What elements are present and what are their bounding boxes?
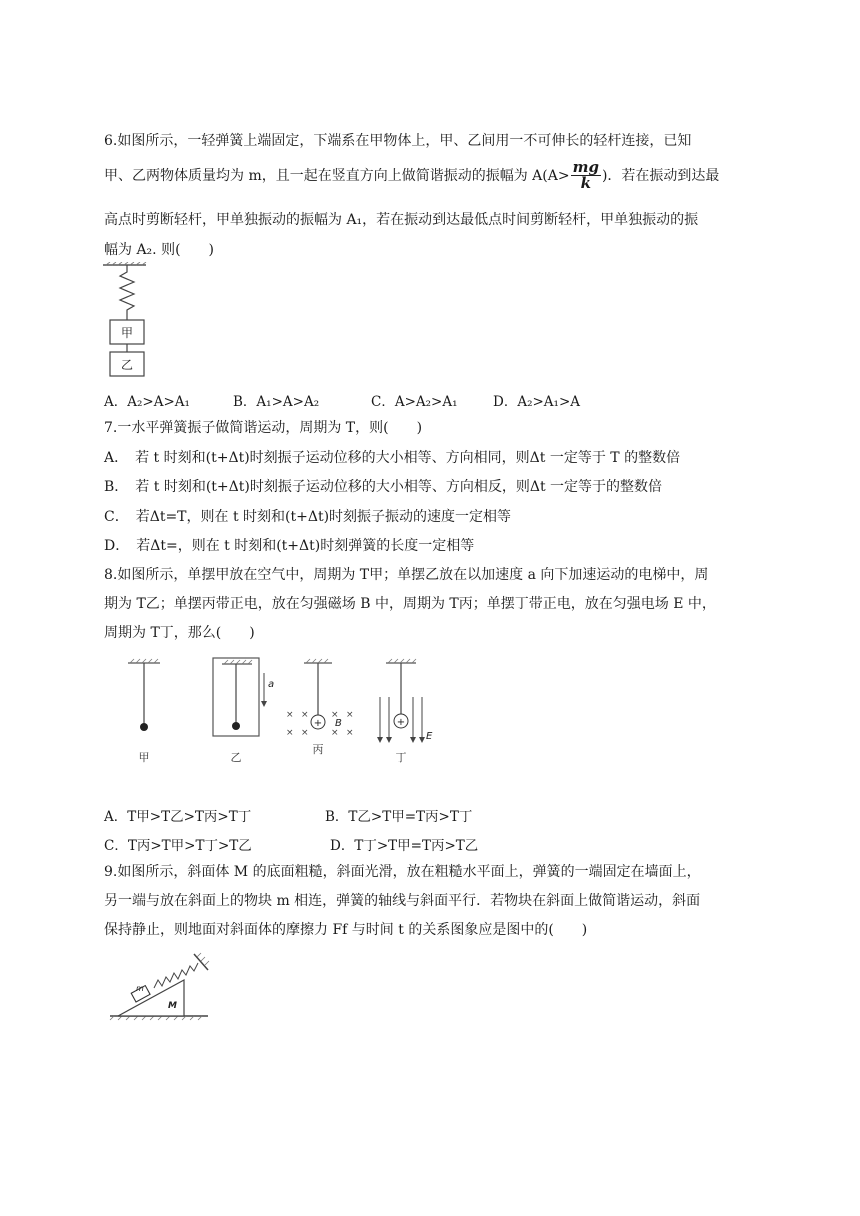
q8-option-c[interactable]: C．T丙>T甲>T丁>T乙 (104, 838, 252, 854)
q6-line-1: 6.如图所示，一轻弹簧上端固定，下端系在甲物体上，甲、乙间用一不可伸长的轻杆连接，已知 (104, 133, 692, 149)
svg-text:×: × (331, 728, 339, 738)
svg-text:+: + (313, 718, 323, 729)
q6-line-2a: 甲、乙两物体质量均为 m，且一起在竖直方向上做简谐振动的振幅为 A(A> (104, 167, 570, 184)
spring-icon (120, 265, 134, 320)
fraction-denominator: k (580, 174, 591, 192)
svg-text:+: + (396, 717, 406, 728)
q8-option-a[interactable]: A．T甲>T乙>T丙>T丁 (104, 809, 252, 825)
spring-blocks-figure (100, 262, 170, 380)
svg-text:×: × (301, 728, 309, 738)
q6-line-2b: )．若在振动到达最 (601, 167, 720, 184)
svg-text:×: × (286, 710, 294, 720)
q6-line-3: 高点时剪断轻杆，甲单独振动的振幅为 A₁，若在振动到达最低点时间剪断轻杆，甲单独振动的振 (104, 212, 699, 228)
q6-line-4: 幅为 A₂. 则( ) (104, 242, 214, 258)
q8-line-1: 8.如图所示，单摆甲放在空气中，周期为 T甲；单摆乙放在以加速度 a 向下加速运动的电梯中，周 (104, 567, 709, 583)
q9-line-3: 保持静止，则地面对斜面体的摩擦力 Ff 与时间 t 的关系图象应是图中的( ) (104, 922, 588, 938)
q8-option-b[interactable]: B．T乙>T甲=T丙>T丁 (325, 809, 473, 825)
incline-spring-figure (108, 950, 218, 1022)
label-B: B (335, 718, 342, 729)
q7-option-b[interactable]: B． 若 t 时刻和(t+Δt)时刻振子运动位移的大小相等、方向相反，则Δt 一定等于的整数倍 (104, 479, 663, 495)
q8-option-d[interactable]: D．T丁>T甲=T丙>T乙 (330, 838, 479, 854)
q7-stem: 7.一水平弹簧振子做简谐运动，周期为 T，则( ) (104, 420, 423, 436)
pendulum-jia (128, 659, 160, 731)
block-jia-label: 甲 (120, 326, 134, 340)
mg-over-k-fraction (571, 160, 601, 191)
pendulum-bing-magnetic (286, 659, 354, 738)
label-m: m (136, 984, 144, 993)
q7-option-d[interactable]: D． 若Δt=，则在 t 时刻和(t+Δt)时刻弹簧的长度一定相等 (104, 538, 475, 554)
q6-option-a[interactable]: A．A₂>A>A₁ (104, 394, 190, 410)
caption-jia: 甲 (138, 751, 150, 764)
q7-option-c[interactable]: C． 若Δt=T，则在 t 时刻和(t+Δt)时刻振子振动的速度一定相等 (104, 509, 512, 525)
caption-ding: 丁 (395, 751, 407, 764)
q9-line-1: 9.如图所示，斜面体 M 的底面粗糙，斜面光滑，放在粗糙水平面上，弹簧的一端固定在墙面上， (104, 864, 701, 880)
q7-option-a[interactable]: A． 若 t 时刻和(t+Δt)时刻振子运动位移的大小相等、方向相同，则Δt 一定等于 T 的整数倍 (104, 450, 681, 466)
caption-bing: 丙 (312, 743, 324, 756)
label-M: M (168, 1001, 177, 1011)
q6-option-b[interactable]: B．A₁>A>A₂ (233, 394, 320, 410)
q6-line-2 (104, 160, 719, 191)
q6-option-c[interactable]: C．A>A₂>A₁ (371, 394, 458, 410)
svg-text:×: × (346, 710, 354, 720)
four-pendulums-figure (118, 655, 448, 770)
q8-line-2: 期为 T乙；单摆丙带正电，放在匀强磁场 B 中，周期为 T丙；单摆丁带正电，放在匀强电场 E 中， (104, 596, 716, 612)
svg-text:×: × (346, 728, 354, 738)
fraction-numerator: mg (572, 158, 599, 176)
svg-text:×: × (331, 710, 339, 720)
svg-text:×: × (301, 710, 309, 720)
label-E: E (426, 731, 433, 742)
svg-text:×: × (286, 728, 294, 738)
q9-line-2: 另一端与放在斜面上的物块 m 相连，弹簧的轴线与斜面平行．若物块在斜面上做简谐运动，斜面 (104, 893, 701, 909)
q8-line-3: 周期为 T丁，那么( ) (104, 625, 255, 641)
caption-yi: 乙 (230, 751, 242, 764)
pendulum-yi-elevator (213, 658, 274, 736)
label-a: a (268, 679, 275, 690)
pendulum-ding-electric (377, 659, 433, 743)
q6-option-d[interactable]: D．A₂>A₁>A (493, 394, 581, 410)
block-yi-label: 乙 (120, 358, 134, 372)
